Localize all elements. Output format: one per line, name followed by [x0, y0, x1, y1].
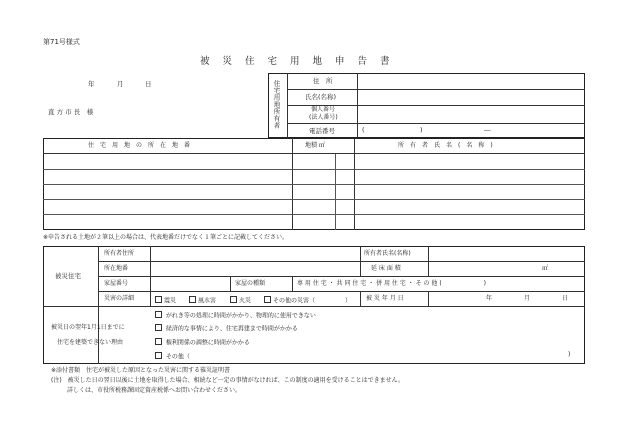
reason-item-economic[interactable]: 経済的な事情により、住宅再建まで時間がかかる	[155, 324, 298, 333]
disaster-date-month: 月	[524, 295, 531, 302]
phone-open-paren: (	[362, 126, 365, 134]
checkbox-icon	[155, 338, 162, 345]
col-area: 地積 ㎡	[305, 142, 325, 149]
disaster-date-year: 年	[486, 295, 493, 302]
footnote-contact: 詳しくは、市役所税務課固定資産税係へお問い合わせください。	[67, 387, 242, 394]
disaster-option-storm[interactable]: 風水害	[189, 296, 216, 305]
reason-other-close: )	[568, 351, 571, 358]
disaster-option-other[interactable]: その他の災害（ ）	[264, 296, 351, 305]
checkbox-icon	[155, 352, 162, 359]
date-month-label: 月	[117, 80, 124, 88]
floor-area-label: 延 床 面 積	[371, 265, 401, 272]
owner-corp-id-label: (法人番号)	[309, 114, 338, 121]
checkbox-icon	[230, 296, 237, 303]
floor-area-unit: ㎡	[542, 265, 549, 272]
lot-location-label: 所在地番	[104, 265, 129, 272]
date-day-label: 日	[145, 80, 152, 88]
owner-vertical-label: 住宅用地所有者	[272, 80, 281, 129]
owner-id-label: 個人番号	[311, 106, 336, 113]
owner-address-label: 住 所	[313, 77, 333, 85]
checkbox-icon	[155, 311, 162, 318]
footnote-attachment: ※添付書類 住宅が被災した原因となった災害に関する罹災証明書	[51, 367, 231, 374]
addressee: 直 方 市 長 様	[48, 108, 94, 116]
disaster-detail-label: 災害の詳細	[104, 295, 135, 302]
reason-item-rights[interactable]: 権利関係の調整に時間がかかる	[155, 338, 250, 347]
page-title: 被災住宅用地申告書	[200, 56, 403, 67]
house-type-label: 家屋の種類	[235, 280, 266, 287]
note-land: ※申告される土地が２筆以上の場合は、代表地番だけでなく１筆ごとに記載してください。	[43, 234, 289, 241]
reasons-label-2: 住宅を建築できない理由	[57, 339, 124, 346]
phone-close-paren: )	[420, 126, 423, 134]
checkbox-icon	[155, 324, 162, 331]
disaster-section-label: 被災住宅	[55, 272, 81, 280]
owner-name-label: 氏名(名称)	[305, 93, 337, 101]
disaster-owner-address-label: 所有者住所	[104, 250, 135, 257]
owner-phone-label: 電話番号	[309, 127, 335, 135]
date-year-label: 年	[88, 80, 95, 88]
reason-item-other[interactable]: その他（	[155, 352, 190, 361]
checkbox-icon	[264, 296, 271, 303]
house-number-label: 家屋番号	[104, 280, 129, 287]
disaster-option-earthquake[interactable]: 震災	[155, 296, 176, 305]
phone-dash: ―	[484, 126, 491, 134]
col-location: 住 宅 用 地 の 所 在 地 番	[88, 142, 191, 149]
col-owner: 所 有 者 氏 名 ( 名 称 )	[398, 142, 493, 149]
disaster-date-label: 被 災 年 月 日	[366, 295, 404, 302]
footnote-note: (注) 被災した日の翌日以後に土地を取得した場合、相続など一定の事情がなければ、この制度の適用を受けることはできません。	[51, 377, 405, 384]
house-type-options: 専 用 住 宅 ・ 共 同 住 宅 ・ 併 用 住 宅 ・ そ の 他 ( )	[297, 280, 487, 287]
form-number: 第71号様式	[43, 38, 80, 46]
disaster-date-day: 日	[562, 295, 569, 302]
checkbox-icon	[155, 296, 162, 303]
disaster-section	[43, 246, 585, 364]
disaster-owner-name-label: 所有者氏名(名称)	[364, 250, 411, 257]
reason-item-debris[interactable]: がれき等の処理に時間がかかり、物理的に使用できない	[155, 311, 316, 320]
disaster-option-fire[interactable]: 火災	[230, 296, 251, 305]
checkbox-icon	[189, 296, 196, 303]
reasons-label-1: 被災日の翌年1月1日までに	[51, 324, 125, 331]
